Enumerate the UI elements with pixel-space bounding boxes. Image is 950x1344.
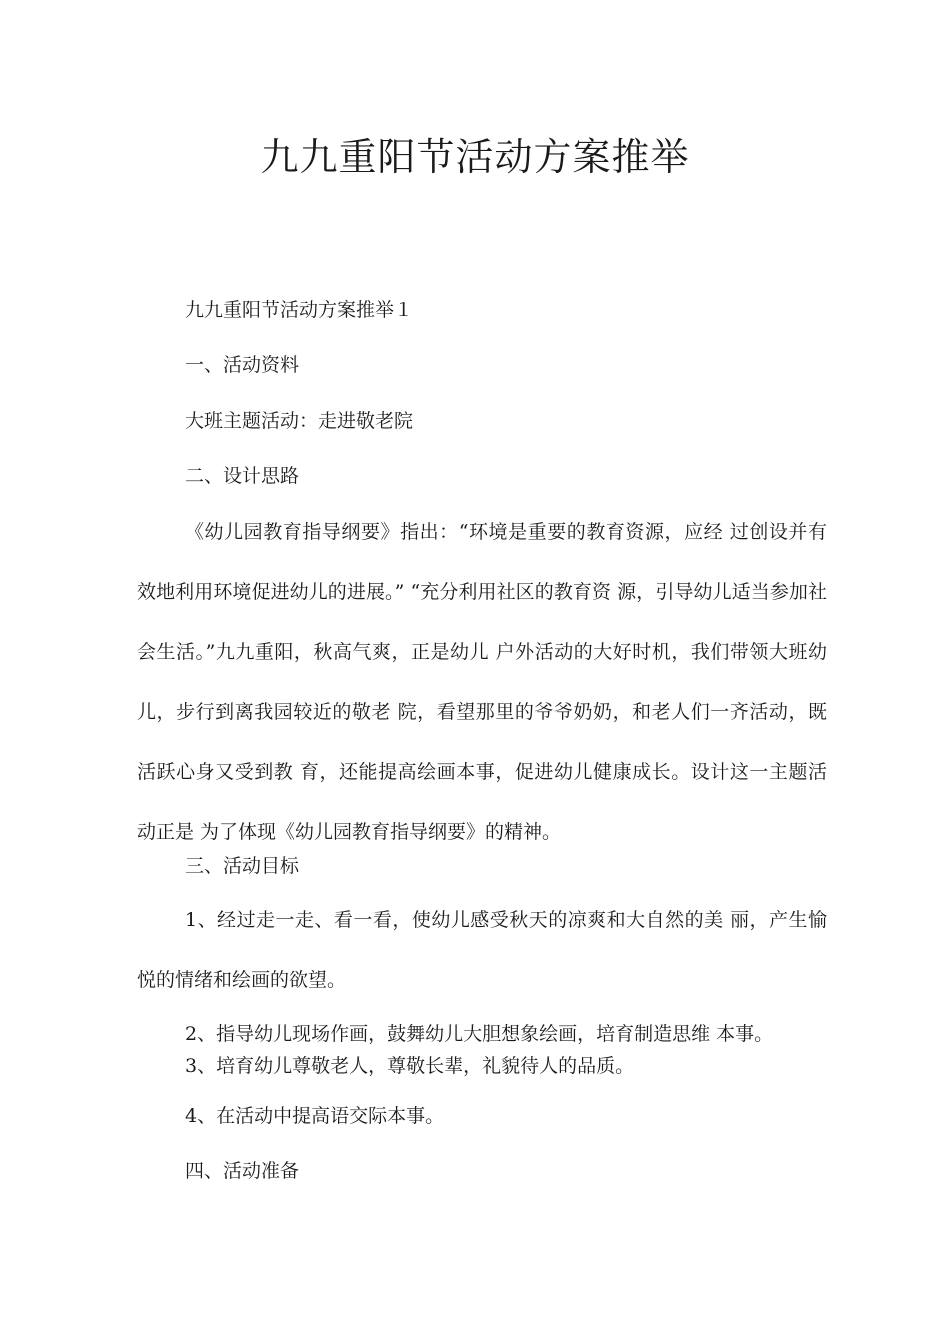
theme-line: 大班主题活动：走进敬老院	[185, 410, 414, 432]
heading-activity-preparation: 四、活动准备	[185, 1160, 300, 1182]
document-title: 九九重阳节活动方案推举	[260, 135, 690, 180]
design-paragraph: 《幼儿园教育指导纲要》指出：“环境是重要的教育资源，应经 过创设并有效地利用环境促进幼儿的进展。” “充分利用社区的教育资 源，引导幼儿适当参加社会生活。”九九重阳，秋高气爽，正是幼儿 户外活动的大好时机，我们带领大班幼儿，步行到离我园较近的敬老 院，看望那里的爷爷奶奶，和老人们一齐活动，既活跃心身又受到教 育，还能提高绘画本事，促进幼儿健康成长。设计这一主题活动正是 为了体现《幼儿园教育指导纲要》的精神。	[137, 521, 827, 843]
goal-item-4: 4、在活动中提高语交际本事。	[185, 1105, 445, 1127]
heading-activity-content: 一、活动资料	[185, 354, 300, 376]
section-title: 九九重阳节活动方案推举１	[185, 299, 414, 321]
goal-item-1: 1、经过走一走、看一看，使幼儿感受秋天的凉爽和大自然的美 丽，产生愉悦的情绪和绘画的欲望。	[137, 909, 827, 991]
goal-item-3: 3、培育幼儿尊敬老人，尊敬长辈，礼貌待人的品质。	[185, 1055, 635, 1077]
heading-design-idea: 二、设计思路	[185, 465, 300, 487]
heading-activity-goals: 三、活动目标	[185, 855, 300, 877]
goal-item-2: 2、指导幼儿现场作画，鼓舞幼儿大胆想象绘画，培育制造思维 本事。	[185, 1023, 774, 1045]
